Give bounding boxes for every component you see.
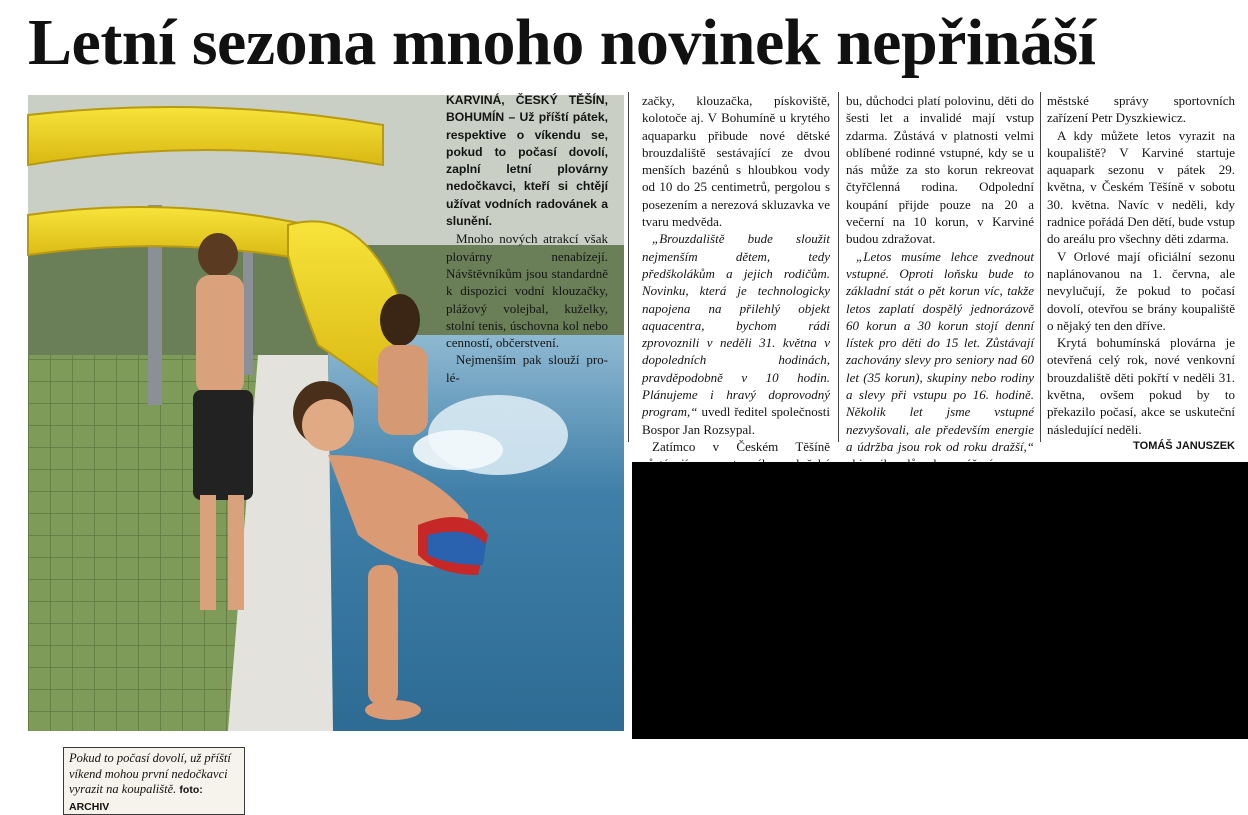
paragraph: bu, důchodci platí polovinu, děti do šesti let a invalidé mají vstup zdarma. Zůstává v platnosti velmi oblíbené rodinné vstupné, kdy se u nás může za sto korun rekreovat čtyřčlenná rodina. Odpolední koupání přijde pouze na 20 a večerní na 10 korun, v Karviné budou zdražovat. [846,93,1034,247]
photo-caption [63,747,245,815]
headline: Letní sezona mnoho novinek nepřináší [28,6,1096,79]
column-divider [1040,92,1041,442]
quote: „Brouzdaliště bude sloužit nejmenším dětem, tedy předškolákům a jejich rodičům. Novinku, která je technologicky napojena na přilehlý objekt aquacentra, bychom rádi zprovoznili v neděli 31. května v dopoledních hodinách, pravděpodobně v 10 hodin. Plánujeme i hravý doprovodný program,“ [642,231,830,420]
paragraph: Mnoho nových atrakcí však plovárny nenabízejí. Návštěvníkům jsou standardně k dispozici vodní klouzačky, plážový volejbal, kuželky, stolní tenis, úschovna kol nebo cenností, občerstvení. [446,231,608,351]
paragraph: Krytá bohumínská plovárna je otevřená celý rok, nové venkovní brouzdaliště děti pokřtí v neděli 31. května, ovšem pokud by to překazilo počasí, akce se uskuteční následující neděli. [1047,335,1235,437]
quote-paragraph [642,230,830,438]
paragraph: Zatímco v Českém Těšíně [652,438,830,454]
paragraph: V Orlové mají oficiální sezonu naplánovanou na 1. června, ale nevylučují, že pokud to počasí dovolí, otevřou se brány koupaliště o nějaký ten den dříve. [1047,248,1235,333]
paragraph: A kdy můžete letos vyrazit na koupaliště? V Karviné startuje aquapark sezonu v pátek 29. května, v Českém Těšíně v sobotu 30. května. Navíc v neděli, kdy radnice pořádá Den dětí, bude vstup do areálu pro všechny děti zdarma. [1047,127,1235,247]
article-column-4 [1047,92,1235,455]
article-column-1 [446,92,608,386]
article-lead: KARVINÁ, ČESKÝ TĚŠÍN, BOHUMÍN – Už příští pátek, respektive o víkendu se, pokud to počasí dovolí, zaplní letní plovárny nedočkavci, kteří si chtějí užívat vodních radovánek a slunění. [446,93,608,229]
column-divider [838,92,839,442]
quote-attribution: uvedl ředitel společnosti Bospor Jan Rozsypal. [642,404,830,437]
column-divider [628,92,629,442]
caption-text: Pokud to počasí dovolí, už příští víkend mohou první nedočkavci vyrazit na koupaliště. [69,751,231,797]
article-column-3 [846,92,1034,490]
photo-credit: foto: ARCHIV [69,784,203,813]
paragraph: začky, klouzačka, pískoviště, kolotoče aj. V Bohumíně u krytého aquaparku přibude nové dětské brouzdaliště sestávající ze dvou menších bazénů s hloubkou vody od 10 do 25 centimetrů, pergolou s posezením a nerezová skluzavka ve tvaru medvěda. [642,93,830,230]
paragraph: Nejmenším pak slouží pro-lé- [446,352,608,385]
blank-black-area [632,462,1248,739]
paragraph: městské správy sportovních zařízení Petr Dyszkiewicz. [1047,93,1235,126]
article-author: TOMÁŠ JANUSZEK [1133,439,1235,452]
quote: „Letos musíme lehce zvednout vstupné. Oproti loňsku bude to základní stát o pět korun víc, takže letos zaplatí dospělý jednorázově 60 korun a 30 korun stojí denní lístek pro děti do 15 let. Zůstávají zachovány slevy pro seniory nad 60 let (35 korun), skupiny nebo rodiny a slevy při vstupu po 16. hodině. Několik let jsme vstupné nezvyšovali, ale především energie a údržba jsou rok od roku dražší,“ [846,248,1034,454]
article-column-2 [642,92,830,490]
quote-paragraph [846,248,1034,490]
